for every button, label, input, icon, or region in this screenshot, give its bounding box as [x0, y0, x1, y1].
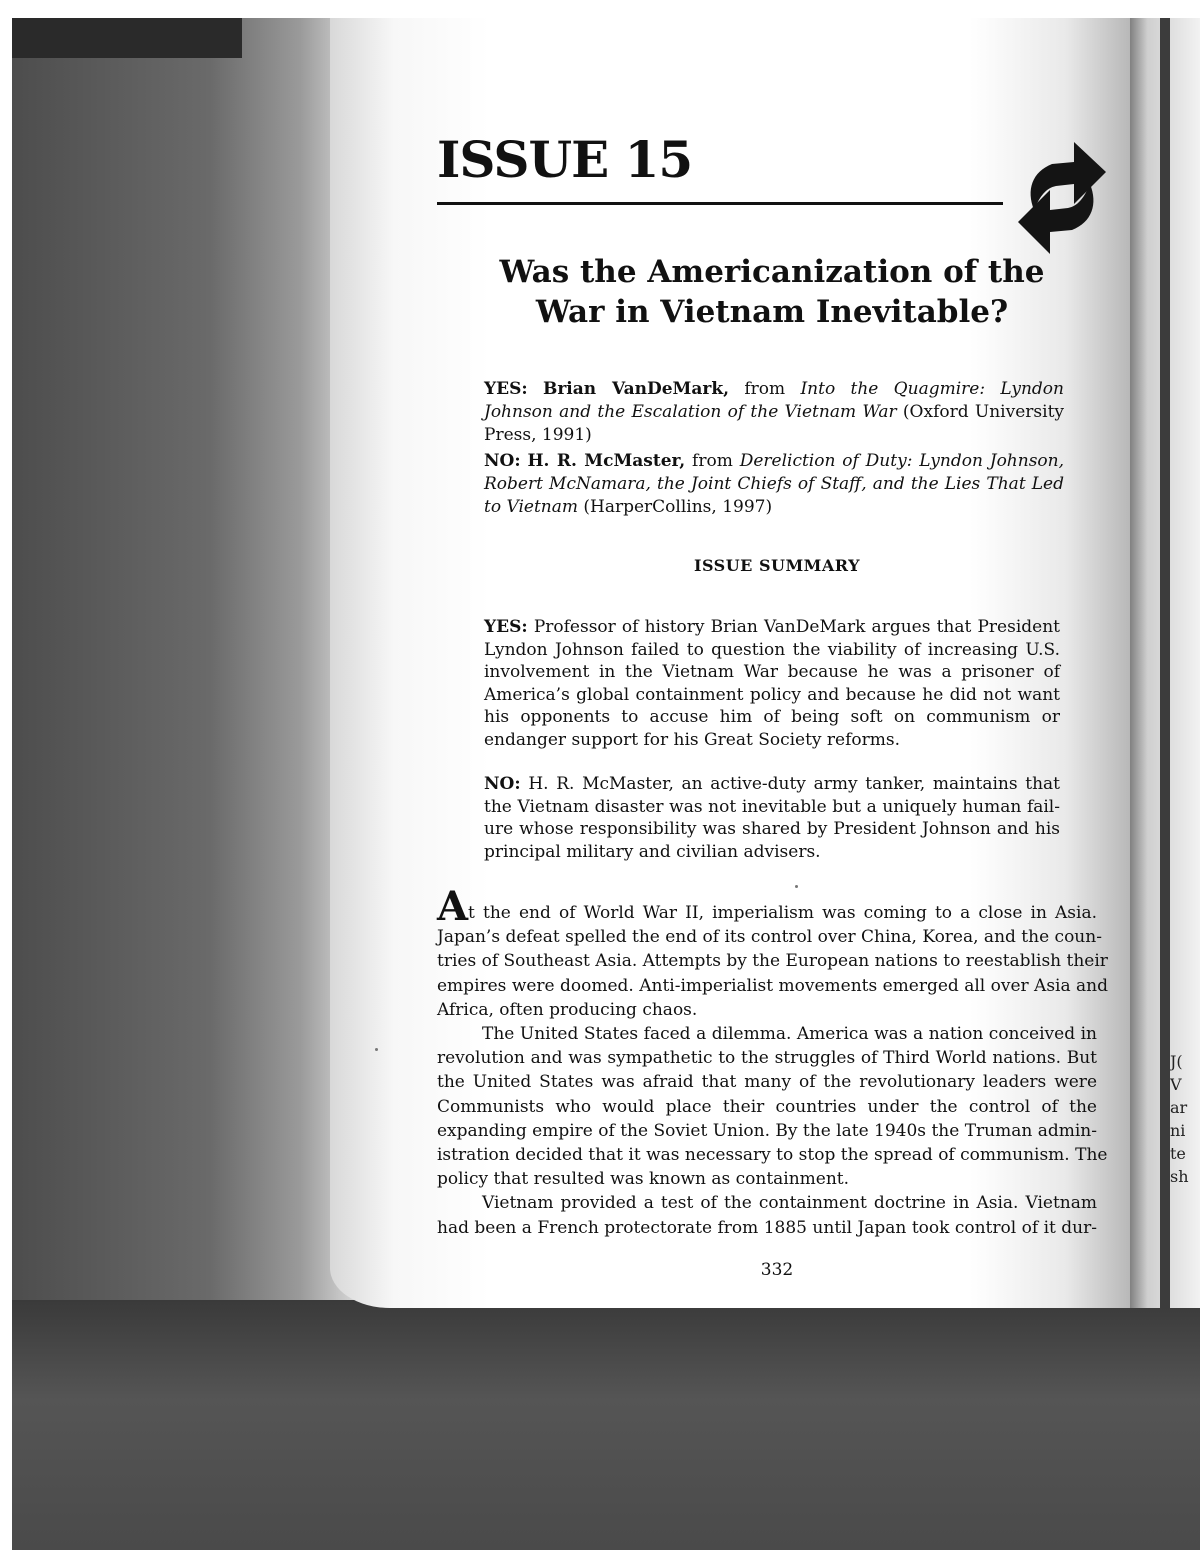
page-number: 332 — [760, 1260, 794, 1280]
no-source-author: H. R. McMaster, — [527, 451, 686, 471]
facing-page-text: J( V ar ni te sh — [1170, 1052, 1189, 1186]
yes-summary-label: YES: — [484, 617, 528, 637]
body-first-line: At the end of World War II, imperialism was coming to a close in Asia. — [437, 883, 1097, 930]
no-summary-label: NO: — [484, 774, 521, 794]
scan-speck — [375, 1048, 378, 1051]
drop-cap: A — [437, 883, 469, 930]
yes-summary: YES: Professor of history Brian VanDeMark argues that President Lyndon Johnson failed to question the viability of increasing U.S. involvement in the Vietnam War because he was a prisoner of America’s global containment policy and because he did not want his opponents to accuse him of being soft on communism or endanger support for his Great Society reforms. — [484, 617, 1060, 750]
no-source: NO: H. R. McMaster, from Dereliction of Duty: Lyndon Johnson, Robert McNamara, the Joint Chiefs of Staff, and the Lies That Led to Vietnam (HarperCollins, 1997) — [484, 451, 1065, 517]
no-source-publisher: (HarperCollins, 1997) — [583, 497, 773, 517]
scanner-edge-shadow — [12, 18, 242, 58]
book-spine — [1160, 18, 1170, 1308]
body-text: At the end of World War II, imperialism was coming to a close in Asia. Japan’s defeat spelled the end of its control over China, Korea, and the coun- tries of Southeast Asia. Attempts by the European nations to reestablish their empires were doomed. Anti-imperialist movements emerged all over Asia and Africa, often producing chaos. The United States faced a dilemma. America was a nation conceived in revolution and was sympathetic to the struggles of Third World nations. But the United States was afraid that many of the revolutionary leaders were Communists who would place their countries under the control of the expanding empire of the Soviet Union. By the late 1940s the Truman admin- istration decided that it was necessary to stop the spread of communism. The policy that resulted was known as containment. Vietnam provided a test of the containment doctrine in Asia. Vietnam had been a French protectorate from 1885 until Japan took control of it dur- — [437, 883, 1109, 1238]
no-source-book: Dereliction of Duty: Lyndon Johnson, Robert McNamara, the Joint Chiefs of Staff, and the Lies That Led to Vietnam — [484, 451, 1065, 517]
cycle-arrows-icon — [1012, 132, 1112, 262]
issue-title: ISSUE 15 — [437, 130, 693, 189]
yes-source-book: Into the Quagmire: Lyndon Johnson and the Escalation of the Vietnam War — [484, 379, 1064, 422]
title-rule — [437, 202, 1003, 205]
scan-speck — [795, 885, 798, 888]
issue-summary-heading: ISSUE SUMMARY — [693, 556, 861, 575]
yes-source-publisher: (Oxford University Press, 1991) — [484, 402, 1065, 445]
question-line-1: Was the Americanization of the — [499, 254, 1045, 290]
scanner-background-bottom — [12, 1300, 1200, 1550]
yes-source-author: Brian VanDeMark, — [542, 379, 730, 399]
yes-source: YES: Brian VanDeMark, from Into the Quagmire: Lyndon Johnson and the Escalation of the Vietnam War (Oxford University Press, 1991) — [484, 379, 1065, 445]
yes-source-label: YES: — [484, 379, 528, 399]
question-line-2: War in Vietnam Inevitable? — [535, 294, 1009, 330]
issue-question — [437, 252, 1107, 332]
no-source-label: NO: — [484, 451, 521, 471]
no-summary: NO: H. R. McMaster, an active-duty army tanker, maintains that the Vietnam disaster was not inevitable but a uniquely human fail- ure whose responsibility was shared by President Johnson and his principal military and civilian advisers. — [484, 774, 1060, 862]
